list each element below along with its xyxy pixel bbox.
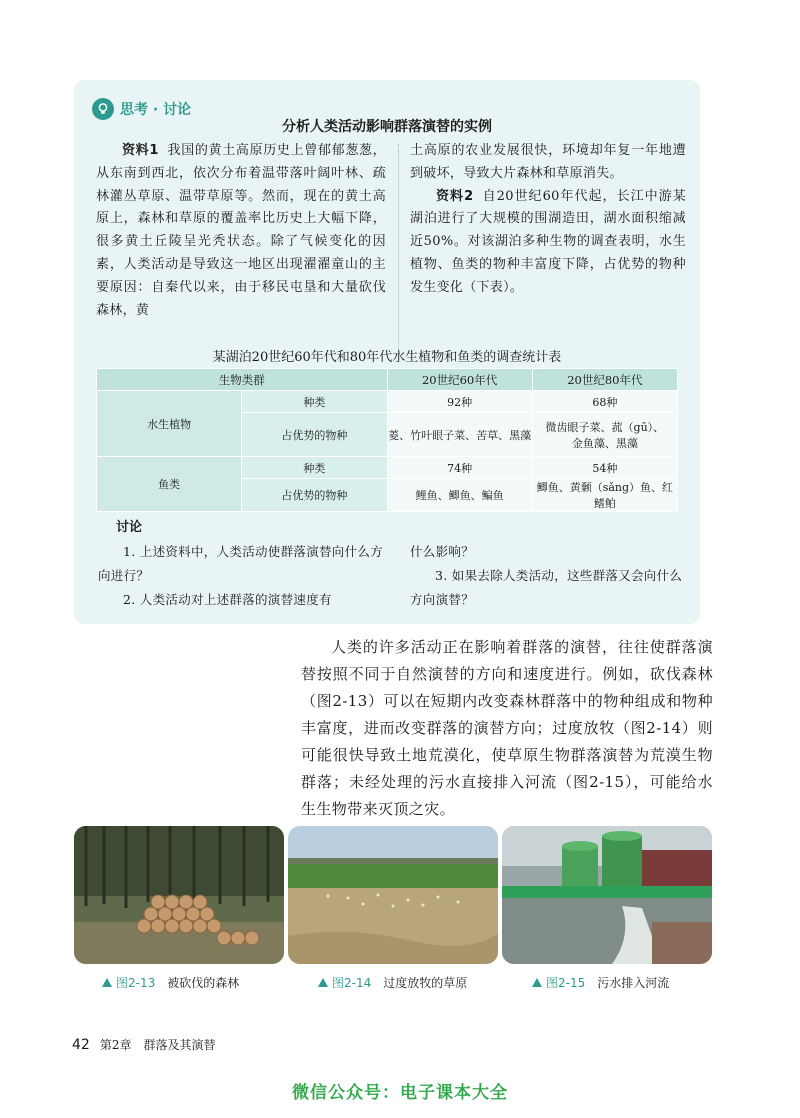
question-3: 3. 如果去除人类活动，这些群落又会向什么方向演替？	[410, 568, 683, 607]
figure-caption	[102, 974, 239, 991]
figure-number: 图2-14	[332, 976, 372, 990]
figure-number: 图2-13	[116, 976, 156, 990]
material2-paragraph	[410, 186, 686, 300]
think-label: 思考 · 讨论	[120, 102, 192, 118]
cell-value: 鲤鱼、鲫鱼、鳊鱼	[387, 479, 532, 512]
think-discussion-box	[74, 80, 700, 624]
box-title: 分析人类活动影响群落演替的实例	[282, 119, 492, 135]
cell-value: 54种	[532, 457, 677, 479]
question-1: 1. 上述资料中，人类活动使群落演替向什么方向进行？	[98, 544, 384, 583]
header-1960s: 20世纪60年代	[387, 369, 532, 391]
group-aquatic-plants: 水生植物	[97, 391, 242, 457]
survey-table	[96, 368, 678, 512]
figure-number: 图2-15	[546, 976, 586, 990]
photo-sewage-river	[502, 826, 712, 964]
cell-value-multiline	[532, 413, 677, 457]
chapter-title: 群落及其演替	[143, 1038, 216, 1052]
chapter-number: 第2章	[99, 1038, 132, 1052]
material2-text: 自20世纪60年代起，长江中游某湖泊进行了大规模的围湖造田，湖水面积缩减近50%。对该湖泊多种生物的调查表明，水生植物、鱼类的物种丰富度下降，占优势的物种发生变化（下表）。	[410, 188, 686, 295]
header-1980s: 20世纪80年代	[532, 369, 677, 391]
row-label: 占优势的物种	[242, 413, 387, 457]
material-column-right	[410, 140, 686, 300]
discussion-column-left	[98, 540, 388, 612]
figure-caption	[318, 974, 467, 991]
figure-caption	[532, 974, 669, 991]
row-label: 种类	[242, 457, 387, 479]
material-column-left	[96, 140, 386, 322]
cell-line: 金鱼藻、黑藻	[571, 436, 638, 450]
cell-value: 92种	[387, 391, 532, 413]
triangle-marker-icon	[318, 978, 328, 987]
cell-value: 68种	[532, 391, 677, 413]
row-label: 种类	[242, 391, 387, 413]
material1-continuation: 土高原的农业发展很快，环境却年复一年地遭到破坏，导致大片森林和草原消失。	[410, 143, 686, 181]
material1-label: 资料1	[122, 143, 159, 158]
header-group: 生物类群	[97, 369, 388, 391]
cell-value: 鲫鱼、黄颡（sǎng）鱼、红鳍鲌	[532, 479, 677, 512]
table-row	[97, 457, 678, 479]
material1-text-part1: 我国的黄土高原历史上曾郁郁葱葱，从东南到西北，依次分布着温带落叶阔叶林、疏林灌丛草原、温带草原等。然而，现在的黄土高原上，森林和草原的覆盖率比历史上大幅下降，很多黄土丘陵呈光秃状态。除了气候变化的因素，人类活动是导致这一地区出现濯濯童山的主要原因：自秦代以来，由于移民屯垦和大量砍伐森林，黄	[96, 143, 386, 318]
figure-caption-text: 污水排入河流	[597, 976, 670, 990]
discussion-title: 讨论	[116, 520, 143, 535]
figure-caption-text: 被砍伐的森林	[167, 976, 240, 990]
triangle-marker-icon	[102, 978, 112, 987]
question-2-part1: 2. 人类活动对上述群落的演替速度有	[123, 592, 332, 607]
photo-overgrazed-grassland	[288, 826, 498, 964]
main-paragraph-text: 人类的许多活动正在影响着群落的演替，往往使群落演替按照不同于自然演替的方向和速度进行。例如，砍伐森林（图2-13）可以在短期内改变森林群落中的物种组成和物种丰富度，进而改变群落的演替方向；过度放牧（图2-14）则可能很快导致土地荒漠化，使草原生物群落演替为荒漠生物群落；未经处理的污水直接排入河流（图2-15），可能给水生生物带来灭顶之灾。	[301, 638, 713, 818]
row-label: 占优势的物种	[242, 479, 387, 512]
table-row	[97, 391, 678, 413]
main-paragraph	[301, 634, 713, 823]
cell-line: 微齿眼子菜、菰（gū）、	[545, 420, 665, 434]
triangle-marker-icon	[532, 978, 542, 987]
discussion-column-right	[410, 540, 686, 612]
column-divider	[398, 144, 399, 350]
cell-value: 菱、竹叶眼子菜、苦草、黑藻	[387, 413, 532, 457]
table-header-row	[97, 369, 678, 391]
page-footer	[72, 1036, 215, 1053]
question-2-part2: 什么影响？	[410, 544, 475, 559]
cell-value: 74种	[387, 457, 532, 479]
table-caption: 某湖泊20世纪60年代和80年代水生植物和鱼类的调查统计表	[212, 350, 562, 365]
page-number: 42	[72, 1037, 90, 1053]
material1-paragraph	[96, 140, 386, 322]
watermark: 微信公众号：电子课本大全	[292, 1083, 508, 1103]
photo-cut-forest	[74, 826, 284, 964]
figure-caption-text: 过度放牧的草原	[383, 976, 468, 990]
material2-label: 资料2	[436, 188, 474, 204]
group-fish: 鱼类	[97, 457, 242, 512]
